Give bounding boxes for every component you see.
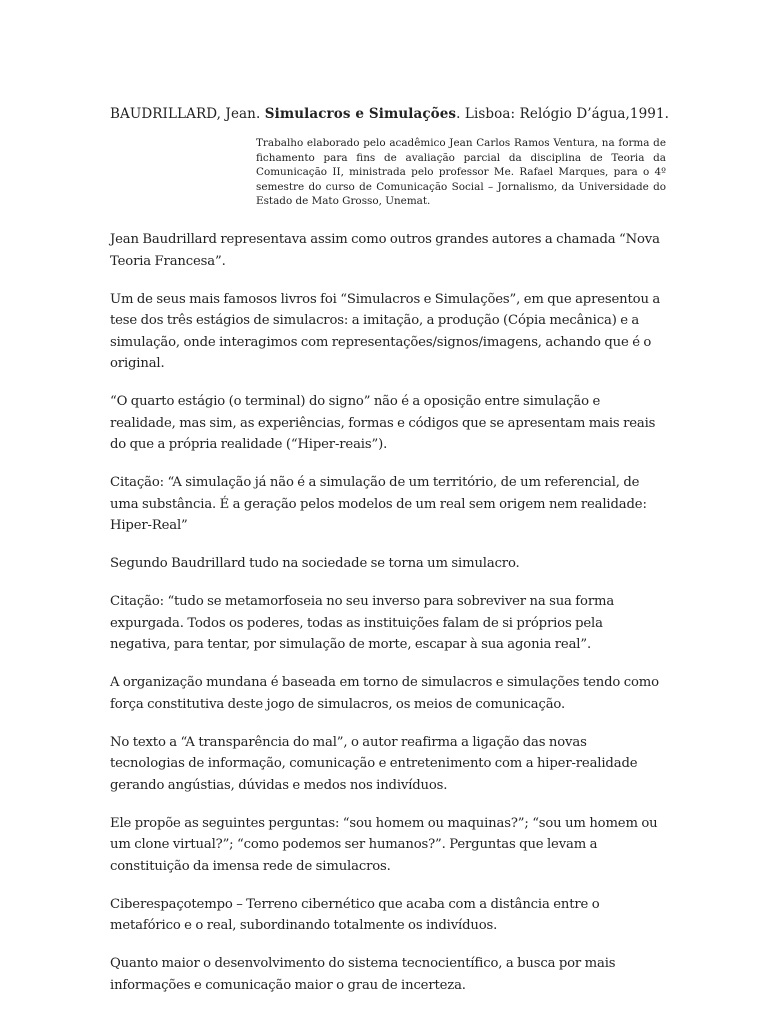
paragraph: Segundo Baudrillard tudo na sociedade se torna um simulacro.: [110, 556, 520, 571]
paragraph: Ele propõe as seguintes perguntas: “sou homem ou maquinas?”; “sou um homem ou um clone virtual?”; “como podemos ser humanos?”. Perguntas que levam a constituição da imensa rede de simulacros.: [110, 815, 658, 874]
reference-title: Simulacros e Simulações: [264, 106, 457, 122]
reference-author: BAUDRILLARD, Jean.: [110, 106, 261, 122]
paragraph: Citação: “tudo se metamorfoseia no seu inverso para sobreviver na sua forma expurgada. Todos os poderes, todas as instituições falam de si próprios pela negativa, para tentar, por simulação de morte, escapar à sua agonia real”.: [110, 594, 615, 652]
paragraph: No texto a “A transparência do mal”, o autor reafirma a ligação das novas tecnologias de informação, comunicação e entretenimento com a hiper-realidade gerando angústias, dúvidas e medos nos indivíduos.: [110, 734, 638, 793]
paragraph: Jean Baudrillard representava assim como outros grandes autores a chamada “Nova Teoria Francesa”.: [110, 232, 660, 269]
paragraph: “O quarto estágio (o terminal) do signo” não é a oposição entre simulação e realidade, mas sim, as experiências, formas e códigos que se apresentam mais reais do que a própria realidade (“Hiper-reais”).: [110, 394, 656, 452]
body-text: [110, 229, 662, 1013]
paragraph: Citação: “A simulação já não é a simulação de um território, de um referencial, de uma substância. É a geração pelos modelos de um real sem origem nem realidade: Hiper-Real”: [110, 475, 647, 533]
reference-publication: . Lisboa: Relógio D’água,1991.: [456, 106, 670, 122]
paragraph: Ciberespaçotempo – Terreno cibernético que acaba com a distância entre o metafórico e o real, subordinando totalmente os indivíduos.: [110, 896, 600, 933]
paragraph: A organização mundana é baseada em torno de simulacros e simulações tendo como força constitutiva deste jogo de simulacros, os meios de comunicação.: [110, 675, 659, 712]
paragraph: Quanto maior o desenvolvimento do sistema tecnocientífico, a busca por mais informações e comunicação maior o grau de incerteza.: [110, 956, 616, 993]
bibliographic-reference: [110, 104, 670, 124]
paragraph: Um de seus mais famosos livros foi “Simulacros e Simulações”, em que apresentou a tese dos três estágios de simulacros: a imitação, a produção (Cópia mecânica) e a simulação, onde interagimos com representações/signos/imagens, achando que é o original.: [110, 291, 661, 371]
work-description: Trabalho elaborado pelo acadêmico Jean Carlos Ramos Ventura, na forma de fichamento para fins de avaliação parcial da disciplina de Teoria da Comunicação II, ministrada pelo professor Me. Rafael Marques, para o 4º semestre do curso de Comunicação Social – Jornalismo, da Universidade do Estado de Mato Grosso, Unemat.: [256, 137, 666, 207]
